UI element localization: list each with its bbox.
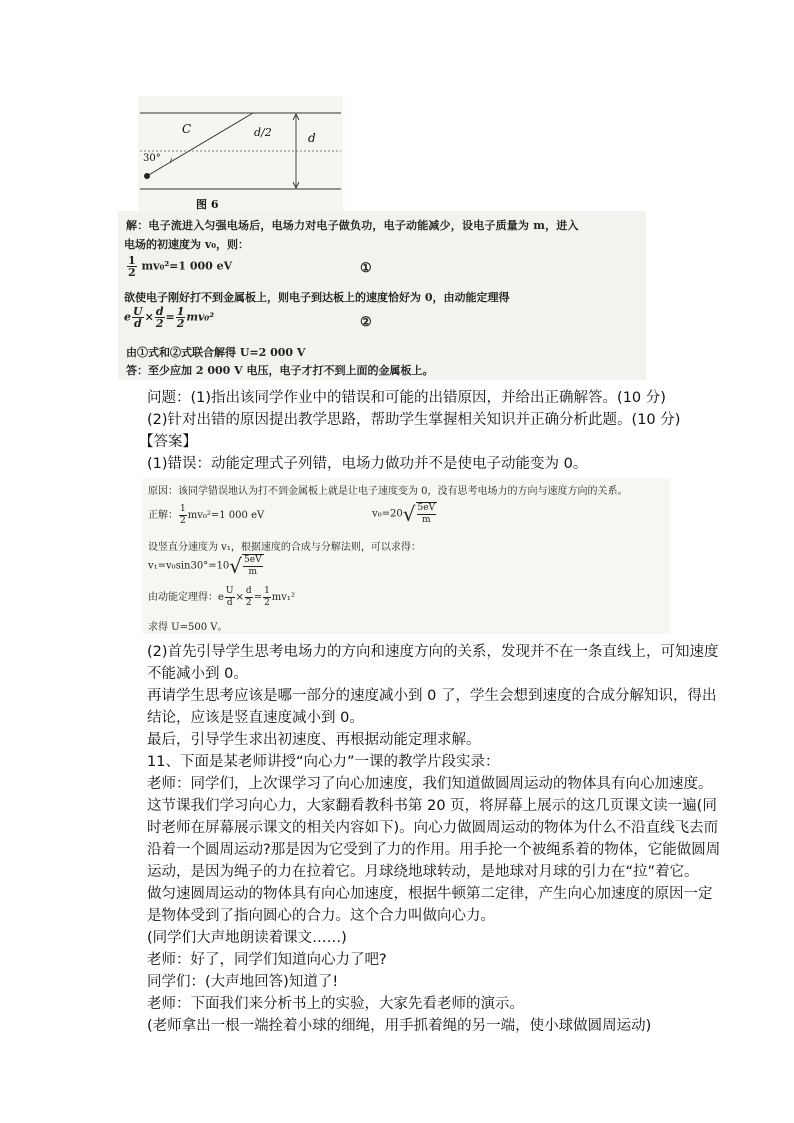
answer-v1: v₁=v₀sin30°=10√ $\frac{5eV}{m}$ [148,554,262,578]
figure-6-diagram [138,96,343,212]
para-16: 同学们：(大声地回答)知道了! [147,974,339,990]
ke-rest: mv₁² [271,592,295,603]
eq1-rest: mv₀²=1 000 eV [141,259,233,273]
para-10: 沿着一个圆周运动?那是因为它受到了力的作用。用手抡一个被绳系着的物体，它能做圆周 [147,842,721,858]
v0-den: m [422,515,431,525]
correct-rest: mv₀²=1 000 eV [187,510,265,521]
eq2-d2: d [155,305,164,318]
solution-eq-2 [124,306,214,329]
para-15: 老师：好了，同学们知道向心力了吧? [147,952,387,968]
para-12: 做匀速圆周运动的物体具有向心加速度，根据牛顿第二定律，产生向心加速度的原因一定 [147,886,713,902]
label-c: C [182,122,192,136]
eq2-two: 2 [155,317,164,330]
ke-d2: d [245,586,252,596]
para-11: 运动，是因为绳子的力在拉着它。月球绕地球转动，是地球对月球的引力在“拉”着它。 [147,864,699,880]
student-solution-scan [118,211,646,380]
eq2-eq: = [165,310,175,324]
para-4: 结论，应该是竖直速度减小到 0。 [147,710,364,726]
ke-u: U [225,586,234,596]
correct-frac-den: 2 [180,516,186,526]
eq2-u: U [133,305,143,318]
para-17: 老师：下面我们来分析书上的实验，大家先看老师的演示。 [147,996,524,1012]
answer-setup: 设竖直分速度为 v₁，根据速度的合成与分解法则，可以求得： [148,542,421,553]
para-13: 是物体受到了指向圆心的合力。这个合力叫做向心力。 [147,908,495,924]
v1-num: 5eV [244,555,262,565]
v1-den: m [248,567,258,577]
answer-scan [142,478,670,634]
para-18: (老师拿出一根一端拴着小球的细绳，用手抓着绳的另一端，使小球做圆周运动) [147,1018,652,1034]
label-angle: 30° [143,153,161,164]
answer-correct [148,504,264,527]
trajectory-line [147,113,253,176]
answer-tag: 【答案】 [139,434,197,450]
solution-eq-1 [126,255,232,278]
para-6: 11、下面是某老师讲授“向心力”一课的教学片段实录： [147,754,500,770]
eq1-tag: ① [360,261,372,276]
solution-line-4: 欲使电子刚好打不到金属板上，则电子到达板上的速度恰好为 0，由动能定理得 [124,291,510,304]
question-2: (2)针对出错的原因提出教学思路，帮助学生掌握相关知识并正确分析此题。(10 分) [147,412,681,428]
eq1-frac-den: 2 [128,266,136,279]
ke-times: × [235,592,244,603]
eq2-times: × [144,310,154,324]
para-9: 时老师在屏幕展示课文的相关内容如下)。向心力做圆周运动的物体为什么不沿直线飞去而 [147,820,719,836]
figure-caption: 图 6 [196,198,219,211]
answer-reason: 原因：该同学错误地认为打不到金属板上就是让电子速度变为 0，没有思考电场力的方向与速度方向的关系。 [148,486,628,497]
para-5: 最后，引导学生求出初速度、再根据动能定理求解。 [147,732,481,748]
ke-one: 1 [264,586,270,596]
ke-d1: d [226,598,233,608]
ke-prefix: 由动能定理得：e [148,592,224,603]
solution-line-2: 电场的初速度为 v₀，则： [124,238,250,251]
v0-lhs: v₀=20 [372,508,403,520]
eq1-frac-num: 1 [128,254,136,267]
para-2: 不能减小到 0。 [147,666,248,682]
v1-lhs: v₁=v₀sin30°=10 [148,560,230,572]
answer-result: 求得 U=500 V。 [148,622,228,633]
electron-dot [144,173,150,179]
answer-1: (1)错误：动能定理式子列错，电场力做功并不是使电子动能变为 0。 [147,456,588,472]
eq2-two-b: 2 [176,317,185,330]
ke-two-b: 2 [264,598,270,608]
ke-two: 2 [245,598,252,608]
eq2-d1: d [133,317,142,330]
para-14: (同学们大声地朗读着课文……) [147,930,347,946]
answer-v0: v₀=20√ $\frac{5eV}{m}$ [372,502,436,526]
figure-6 [138,96,343,212]
para-7: 老师：同学们，上次课学习了向心加速度，我们知道做圆周运动的物体具有向心加速度。 [147,776,713,792]
answer-correct-label: 正解： [148,510,178,521]
v0-num: 5eV [417,503,436,513]
label-half-d: d/2 [254,126,272,139]
eq2-one: 1 [176,305,185,318]
solution-line-7: 答：至少应加 2 000 V 电压，电子才打不到上面的金属板上。 [126,364,434,377]
para-3: 再请学生思考应该是哪一部分的速度减小到 0 了，学生会想到速度的合成分解知识，得出 [147,688,717,704]
correct-frac-num: 1 [180,504,186,514]
solution-line-6: 由①式和②式联合解得 U=2 000 V [126,346,306,359]
ke-eq: = [253,592,263,603]
eq2-tag: ② [360,315,372,330]
para-8: 这节课我们学习向心力，大家翻看教科书第 20 页，将屏幕上展示的这几页课文读一遍(同 [147,798,717,814]
solution-line-1: 解：电子流进入匀强电场后，电场力对电子做负功，电子动能减少，设电子质量为 m，进入 [126,219,579,232]
answer-ke [148,586,295,609]
question-1: 问题：(1)指出该同学作业中的错误和可能的出错原因，并给出正确解答。(10 分) [147,390,666,406]
para-1: (2)首先引导学生思考电场力的方向和速度方向的关系，发现并不在一条直线上，可知速度 [147,644,719,660]
eq2-e: e [124,310,131,324]
eq2-rest: mv₀² [186,310,215,324]
label-d: d [308,131,316,145]
